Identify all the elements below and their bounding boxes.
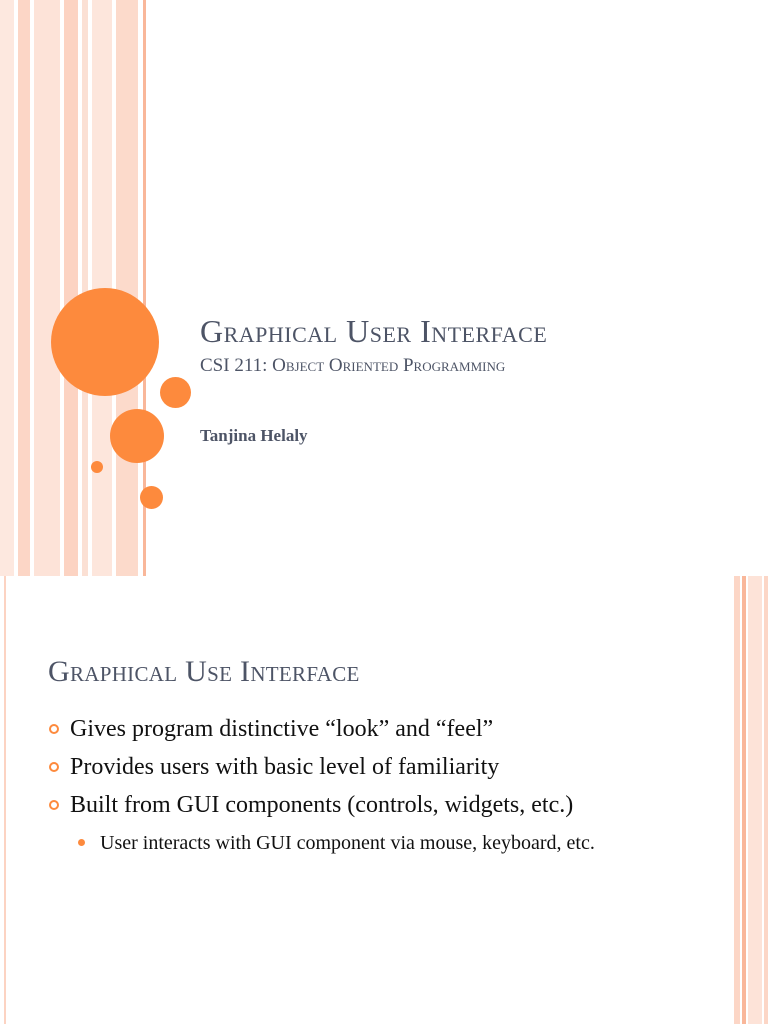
slide-title: Graphical User Interface: [200, 313, 548, 349]
sub-bullet-text: User interacts with GUI component via mouse, keyboard, etc.: [100, 832, 595, 854]
decorative-stripe: [4, 576, 6, 1024]
author-name: Tanjina Helaly: [200, 426, 308, 445]
decorative-stripe: [742, 576, 746, 1024]
decorative-stripe: [748, 576, 762, 1024]
bullet-item: [48, 714, 688, 744]
decorative-stripe: [734, 576, 740, 1024]
bullet-ring-icon: [49, 724, 59, 734]
decorative-stripe: [0, 0, 14, 576]
bullet-list: [48, 714, 688, 856]
decorative-stripe: [82, 0, 88, 576]
bullet-ring-icon: [49, 762, 59, 772]
decorative-stripe: [18, 0, 30, 576]
content-slide: [0, 576, 768, 1024]
bullet-item: [48, 790, 630, 820]
bullet-dot-icon: [78, 839, 85, 846]
slide-subtitle: CSI 211: Object Oriented Programming: [200, 355, 506, 376]
decorative-circle: [140, 486, 163, 509]
bullet-text: Built from GUI components (controls, widgets, etc.): [70, 792, 574, 818]
bullet-text: Gives program distinctive “look” and “feel”: [70, 716, 494, 742]
bullet-ring-icon: [49, 800, 59, 810]
decorative-circle-medium: [110, 409, 164, 463]
bullet-text: Provides users with basic level of familiarity: [70, 754, 500, 780]
decorative-circle-small: [91, 461, 103, 473]
decorative-circle: [160, 377, 191, 408]
decorative-stripe: [764, 576, 768, 1024]
slide-heading: Graphical Use Interface: [48, 655, 360, 688]
decorative-circle-large: [51, 288, 159, 396]
decorative-stripe: [116, 0, 138, 576]
sub-bullet-item: [78, 830, 620, 856]
decorative-stripe: [64, 0, 78, 576]
decorative-stripe: [34, 0, 60, 576]
bullet-item: [48, 752, 688, 782]
